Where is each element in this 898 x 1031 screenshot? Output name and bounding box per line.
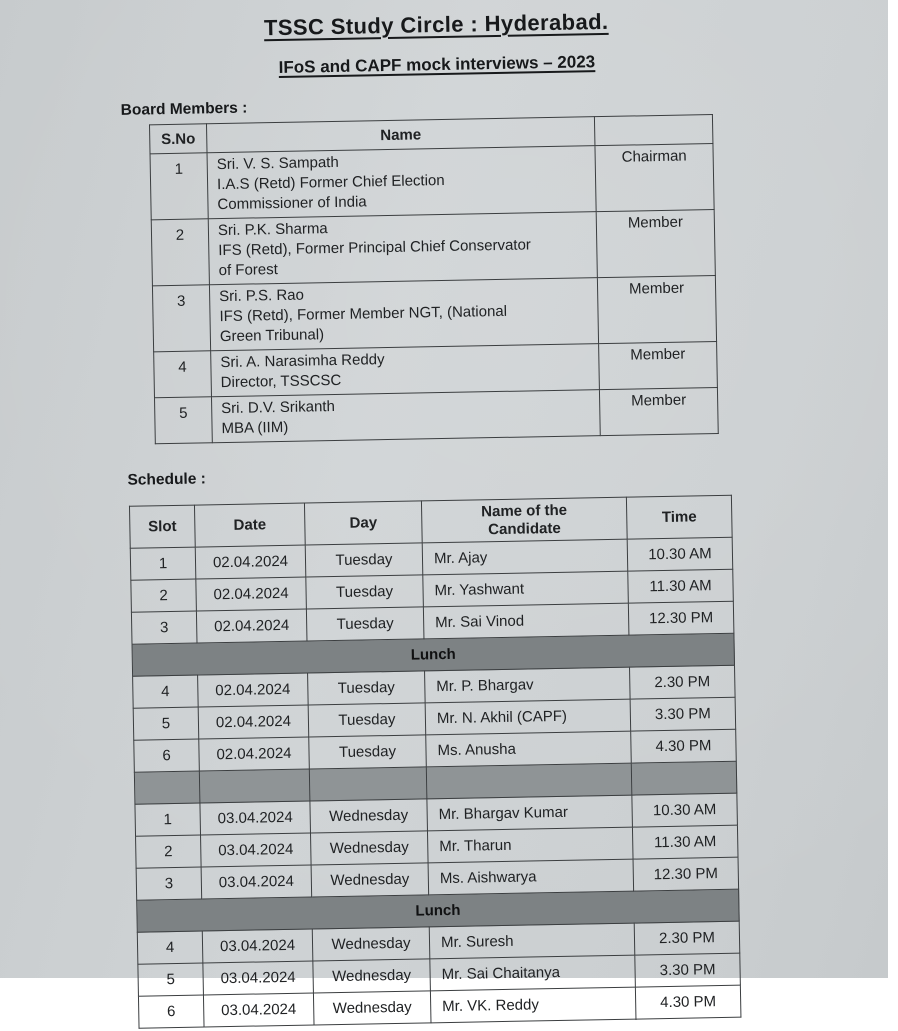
time-cell: 11.30 AM: [628, 569, 734, 603]
board-header-role: [594, 115, 713, 146]
board-sno-cell: 3: [152, 285, 210, 352]
time-cell: 12.30 PM: [633, 857, 739, 891]
date-cell: 03.04.2024: [203, 961, 314, 995]
board-header-sno: S.No: [149, 124, 207, 154]
slot-cell: 2: [136, 835, 202, 868]
time-cell: 11.30 AM: [632, 825, 738, 859]
candidate-cell: Mr. Bhargav Kumar: [427, 795, 633, 831]
date-cell: 03.04.2024: [203, 993, 314, 1027]
day-cell: Tuesday: [309, 735, 427, 769]
schedule-header-date: Date: [194, 503, 305, 547]
time-cell: 4.30 PM: [635, 985, 741, 1019]
separator-cell: [134, 771, 200, 804]
day-cell: Tuesday: [305, 543, 423, 577]
slot-cell: 4: [133, 675, 199, 708]
slot-cell: 6: [138, 995, 204, 1028]
separator-cell: [309, 767, 427, 801]
separator-cell: [631, 761, 737, 795]
date-cell: 03.04.2024: [202, 929, 313, 963]
candidate-cell: Mr. Ajay: [422, 539, 628, 575]
candidate-cell: Mr. Yashwant: [423, 571, 629, 607]
board-role-cell: Member: [599, 387, 718, 435]
slot-cell: 1: [135, 803, 201, 836]
day-cell: Wednesday: [311, 863, 429, 897]
page-subtitle: IFoS and CAPF mock interviews – 2023: [278, 52, 596, 77]
candidate-cell: Ms. Aishwarya: [428, 859, 634, 895]
page-title: TSSC Study Circle : Hyderabad.: [263, 8, 609, 41]
board-members-table: [149, 114, 719, 444]
schedule-label: Schedule :: [127, 470, 207, 489]
schedule-header-candidate: [421, 497, 627, 543]
board-name-cell: Sri. P.S. Rao IFS (Retd), Former Member NGT, (National Green Tribunal): [209, 278, 598, 351]
schedule-header-candidate-text: Name of the Candidate: [481, 501, 568, 538]
table-row: [154, 387, 718, 443]
slot-cell: 6: [134, 739, 200, 772]
table-row: [152, 275, 716, 351]
schedule-table: [129, 495, 741, 1029]
board-role-cell: Chairman: [595, 144, 714, 212]
schedule-header-day: Day: [304, 501, 422, 545]
date-cell: 03.04.2024: [201, 833, 312, 867]
day-cell: Tuesday: [308, 703, 426, 737]
date-cell: 02.04.2024: [199, 737, 310, 771]
board-sno-cell: 2: [151, 219, 209, 286]
day-cell: Tuesday: [308, 671, 426, 705]
date-cell: 02.04.2024: [195, 545, 306, 579]
time-cell: 3.30 PM: [630, 697, 736, 731]
schedule-header-time: Time: [626, 495, 732, 539]
candidate-cell: Mr. N. Akhil (CAPF): [425, 699, 631, 735]
time-cell: 4.30 PM: [631, 729, 737, 763]
candidate-cell: Ms. Anusha: [426, 731, 632, 767]
schedule-header-slot: Slot: [129, 505, 195, 548]
board-name-cell: Sri. V. S. Sampath I.A.S (Retd) Former Chief Election Commissioner of India: [207, 146, 596, 219]
board-sno-cell: 1: [150, 153, 208, 220]
date-cell: 02.04.2024: [196, 609, 307, 643]
board-name-cell: Sri. A. Narasimha Reddy Director, TSSCSC: [211, 344, 600, 397]
lunch-band: Lunch: [137, 889, 739, 932]
lunch-band: Lunch: [132, 633, 734, 676]
slot-cell: 1: [130, 547, 196, 580]
candidate-cell: Mr. Sai Vinod: [423, 603, 629, 639]
table-row: [151, 210, 715, 286]
candidate-cell: Mr. Sai Chaitanya: [430, 955, 636, 991]
separator-cell: [199, 769, 310, 803]
time-cell: 2.30 PM: [634, 921, 740, 955]
board-name-cell: Sri. P.K. Sharma IFS (Retd), Former Principal Chief Conservator of Forest: [208, 212, 597, 285]
slot-cell: 4: [137, 931, 203, 964]
board-sno-cell: 4: [154, 351, 212, 398]
board-members-label: Board Members :: [120, 99, 248, 119]
date-cell: 03.04.2024: [200, 801, 311, 835]
candidate-cell: Mr. VK. Reddy: [430, 987, 636, 1023]
day-cell: Wednesday: [313, 959, 431, 993]
slot-cell: 3: [131, 611, 197, 644]
slot-cell: 3: [136, 867, 202, 900]
date-cell: 02.04.2024: [198, 673, 309, 707]
time-cell: 10.30 AM: [632, 793, 738, 827]
date-cell: 02.04.2024: [196, 577, 307, 611]
board-role-cell: Member: [596, 210, 715, 278]
board-sno-cell: 5: [154, 397, 212, 444]
board-name-cell: Sri. D.V. Srikanth MBA (IIM): [211, 390, 600, 443]
candidate-cell: Mr. Suresh: [429, 923, 635, 959]
day-cell: Wednesday: [313, 991, 431, 1025]
slot-cell: 2: [131, 579, 197, 612]
day-cell: Wednesday: [312, 927, 430, 961]
separator-cell: [426, 763, 632, 799]
date-cell: 03.04.2024: [201, 865, 312, 899]
day-cell: Wednesday: [310, 831, 428, 865]
candidate-cell: Mr. Tharun: [427, 827, 633, 863]
candidate-cell: Mr. P. Bhargav: [425, 667, 631, 703]
slot-cell: 5: [138, 963, 204, 996]
time-cell: 3.30 PM: [635, 953, 741, 987]
slot-cell: 5: [133, 707, 199, 740]
board-role-cell: Member: [599, 341, 718, 389]
table-row: [150, 144, 714, 220]
day-cell: Tuesday: [306, 575, 424, 609]
day-cell: Tuesday: [306, 607, 424, 641]
time-cell: 10.30 AM: [627, 537, 733, 571]
board-header-name: Name: [206, 117, 594, 153]
date-cell: 02.04.2024: [198, 705, 309, 739]
time-cell: 12.30 PM: [628, 601, 734, 635]
board-role-cell: Member: [597, 275, 716, 343]
day-cell: Wednesday: [310, 799, 428, 833]
time-cell: 2.30 PM: [630, 665, 736, 699]
